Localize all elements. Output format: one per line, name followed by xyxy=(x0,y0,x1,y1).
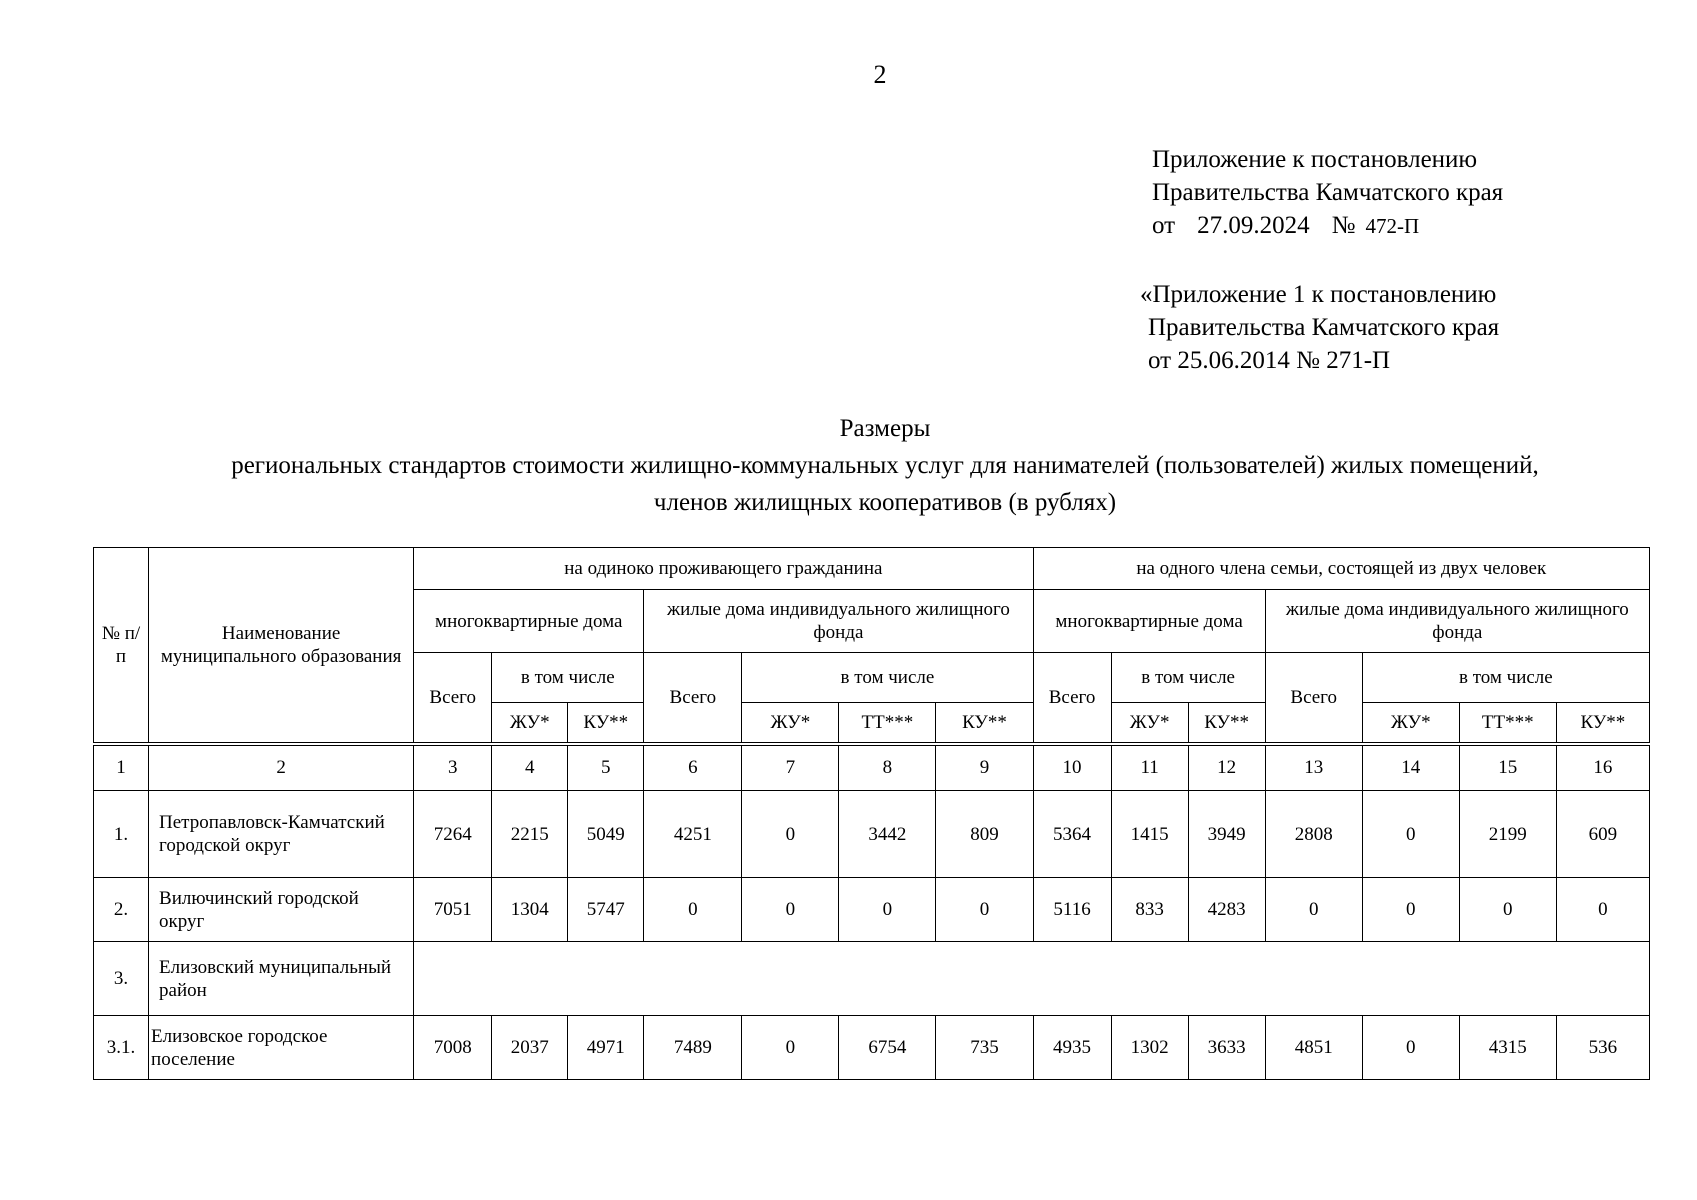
column-number: 9 xyxy=(936,744,1033,791)
table-cell: 0 xyxy=(1362,791,1459,878)
table-cell: 7008 xyxy=(414,1016,492,1080)
table-cell: 6754 xyxy=(839,1016,936,1080)
header-single-individual: жилые дома индивидуального жилищного фонда xyxy=(644,590,1033,653)
table-cell: 4851 xyxy=(1265,1016,1362,1080)
table-cell: 4251 xyxy=(644,791,742,878)
table-cell: 2037 xyxy=(492,1016,568,1080)
table-cell: 2199 xyxy=(1459,791,1556,878)
column-number: 10 xyxy=(1033,744,1111,791)
appendix-current-line3 xyxy=(1152,209,1503,243)
table-cell: 0 xyxy=(742,878,839,942)
header-ku: КУ** xyxy=(1188,703,1265,744)
document-date: 27.09.2024 xyxy=(1197,212,1310,239)
table-cell: 609 xyxy=(1556,791,1649,878)
header-ku: КУ** xyxy=(936,703,1033,744)
document-number: 472-П xyxy=(1365,214,1420,238)
header-including: в том числе xyxy=(492,653,644,703)
header-family-apartments: многоквартирные дома xyxy=(1033,590,1265,653)
header-ku: КУ** xyxy=(1556,703,1649,744)
column-number: 15 xyxy=(1459,744,1556,791)
row-number: 2. xyxy=(94,878,149,942)
header-family: на одного члена семьи, состоящей из двух человек xyxy=(1033,548,1649,590)
table-cell: 1304 xyxy=(492,878,568,942)
header-zhu: ЖУ* xyxy=(1111,703,1188,744)
municipality-name: Вилючинский городской округ xyxy=(149,878,414,942)
header-zhu: ЖУ* xyxy=(492,703,568,744)
column-numbers-row xyxy=(94,744,1650,791)
table-cell: 0 xyxy=(1362,1016,1459,1080)
table-cell: 1415 xyxy=(1111,791,1188,878)
table-cell: 4315 xyxy=(1459,1016,1556,1080)
empty-merged-cell xyxy=(414,942,1650,1016)
table-row xyxy=(94,1016,1650,1080)
table-cell: 4971 xyxy=(568,1016,644,1080)
municipality-name: Елизовский муниципальный район xyxy=(149,942,414,1016)
table-cell: 5116 xyxy=(1033,878,1111,942)
table-cell: 7264 xyxy=(414,791,492,878)
header-family-individual: жилые дома индивидуального жилищного фонда xyxy=(1265,590,1649,653)
municipality-name: Елизовское городское поселение xyxy=(149,1016,414,1080)
column-number: 1 xyxy=(94,744,149,791)
municipality-name: Петропавловск-Камчатский городской округ xyxy=(149,791,414,878)
appendix-current-line1: Приложение к постановлению xyxy=(1152,146,1478,173)
table-cell: 0 xyxy=(1265,878,1362,942)
table-cell: 4283 xyxy=(1188,878,1265,942)
header-total: Всего xyxy=(1265,653,1362,744)
table-cell: 5747 xyxy=(568,878,644,942)
table-row xyxy=(94,942,1650,1016)
table-cell: 0 xyxy=(936,878,1033,942)
header-zhu: ЖУ* xyxy=(1362,703,1459,744)
standards-table xyxy=(93,547,1650,1080)
header-row-1 xyxy=(94,548,1650,590)
header-including: в том числе xyxy=(742,653,1033,703)
table-cell: 4935 xyxy=(1033,1016,1111,1080)
row-number: 1. xyxy=(94,791,149,878)
table-cell: 809 xyxy=(936,791,1033,878)
table-cell: 2808 xyxy=(1265,791,1362,878)
column-number: 2 xyxy=(149,744,414,791)
table-cell: 0 xyxy=(1362,878,1459,942)
table-row xyxy=(94,791,1650,878)
table-cell: 1302 xyxy=(1111,1016,1188,1080)
document-title xyxy=(120,410,1650,521)
column-number: 13 xyxy=(1265,744,1362,791)
table-cell: 3633 xyxy=(1188,1016,1265,1080)
appendix-current xyxy=(1152,143,1503,243)
column-number: 3 xyxy=(414,744,492,791)
header-name: Наименование муниципального образования xyxy=(149,548,414,744)
row-number: 3. xyxy=(94,942,149,1016)
table-cell: 5049 xyxy=(568,791,644,878)
header-ku: КУ** xyxy=(568,703,644,744)
table-cell: 0 xyxy=(839,878,936,942)
column-number: 7 xyxy=(742,744,839,791)
table-cell: 7051 xyxy=(414,878,492,942)
table-cell: 7489 xyxy=(644,1016,742,1080)
title-line3: членов жилищных кооперативов (в рублях) xyxy=(653,489,1117,516)
column-number: 8 xyxy=(839,744,936,791)
header-zhu: ЖУ* xyxy=(742,703,839,744)
appendix-original xyxy=(1140,278,1499,377)
title-line2: региональных стандартов стоимости жилищно-коммунальных услуг для нанимателей (пользователей) жилых помещений, xyxy=(231,452,1539,479)
table-cell: 3949 xyxy=(1188,791,1265,878)
header-num: № п/п xyxy=(94,548,149,744)
table-cell: 0 xyxy=(1556,878,1649,942)
header-tt: ТТ*** xyxy=(1459,703,1556,744)
table-cell: 0 xyxy=(742,1016,839,1080)
header-tt: ТТ*** xyxy=(839,703,936,744)
header-including: в том числе xyxy=(1362,653,1649,703)
header-total: Всего xyxy=(644,653,742,744)
page-number: 2 xyxy=(873,60,887,89)
table-cell: 0 xyxy=(742,791,839,878)
column-number: 16 xyxy=(1556,744,1649,791)
column-number: 14 xyxy=(1362,744,1459,791)
table-row xyxy=(94,878,1650,942)
appendix-original-line1: «Приложение 1 к постановлению xyxy=(1140,281,1497,308)
table-cell: 0 xyxy=(1459,878,1556,942)
appendix-original-line3: от 25.06.2014 № 271-П xyxy=(1148,347,1391,374)
header-total: Всего xyxy=(414,653,492,744)
header-including: в том числе xyxy=(1111,653,1265,703)
column-number: 11 xyxy=(1111,744,1188,791)
table-cell: 735 xyxy=(936,1016,1033,1080)
header-single: на одиноко проживающего гражданина xyxy=(414,548,1033,590)
header-single-apartments: многоквартирные дома xyxy=(414,590,644,653)
appendix-current-line2: Правительства Камчатского края xyxy=(1152,179,1504,206)
table-cell: 2215 xyxy=(492,791,568,878)
from-label: от xyxy=(1152,212,1176,239)
column-number: 12 xyxy=(1188,744,1265,791)
table-cell: 833 xyxy=(1111,878,1188,942)
column-number: 4 xyxy=(492,744,568,791)
column-number: 6 xyxy=(644,744,742,791)
header-total: Всего xyxy=(1033,653,1111,744)
title-line1: Размеры xyxy=(839,415,931,442)
table-cell: 3442 xyxy=(839,791,936,878)
table-cell: 5364 xyxy=(1033,791,1111,878)
table-cell: 536 xyxy=(1556,1016,1649,1080)
number-sign: № xyxy=(1331,212,1356,239)
appendix-original-line2: Правительства Камчатского края xyxy=(1148,314,1500,341)
column-number: 5 xyxy=(568,744,644,791)
row-number: 3.1. xyxy=(94,1016,149,1080)
table-cell: 0 xyxy=(644,878,742,942)
